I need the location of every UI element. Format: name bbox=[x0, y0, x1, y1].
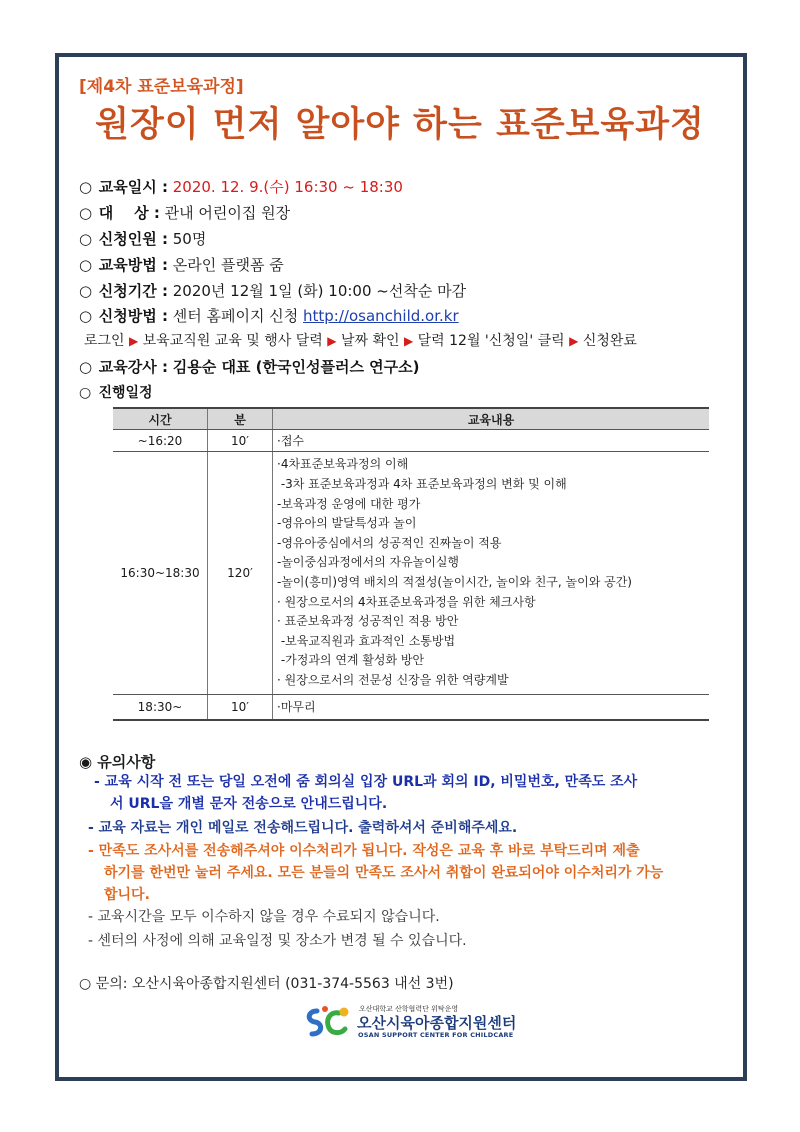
bullet-icon: ○ bbox=[79, 385, 92, 401]
method-label: 교육방법 : bbox=[98, 256, 168, 274]
info-capacity bbox=[79, 229, 206, 249]
header-content: 교육내용 bbox=[273, 408, 710, 430]
note-zoom-line2: 서 URL을 개별 문자 전송으로 안내드립니다. bbox=[110, 796, 388, 812]
info-method bbox=[79, 255, 284, 275]
bullet-icon: ○ bbox=[79, 307, 93, 325]
info-target bbox=[79, 203, 290, 223]
row-minutes: 10′ bbox=[208, 430, 273, 452]
bullet-icon: ○ bbox=[79, 282, 93, 300]
schedule-label: 진행일정 bbox=[98, 385, 153, 401]
row-content: ·접수 bbox=[273, 430, 710, 452]
bullet-icon: ○ bbox=[79, 256, 93, 274]
row-time: 18:30~ bbox=[113, 695, 208, 720]
logo-mark-icon bbox=[303, 1003, 357, 1041]
note-zoom-line1: - 교육 시작 전 또는 당일 오전에 줌 회의실 입장 URL과 회의 ID, 비밀번호, 만족도 조사 bbox=[94, 774, 638, 790]
period-label: 신청기간 : bbox=[98, 282, 168, 300]
info-period bbox=[79, 281, 466, 301]
note-completion: - 교육시간을 모두 이수하지 않을 경우 수료되지 않습니다. bbox=[88, 909, 440, 925]
arrow-right-icon: ▶ bbox=[327, 334, 337, 348]
content-line: -영유아의 발달특성과 놀이 bbox=[277, 516, 417, 531]
target-value: 관내 어린이집 원장 bbox=[164, 204, 291, 222]
note-survey-line1: - 만족도 조사서를 전송해주셔야 이수처리가 됩니다. 작성은 교육 후 바로 부탁드리며 제출 bbox=[88, 843, 640, 859]
step-date: 날짜 확인 bbox=[340, 333, 400, 349]
table-row bbox=[113, 452, 709, 695]
content-line: -3차 표준보육과정과 4차 표준보육과정의 변화 및 이해 bbox=[277, 477, 567, 492]
content-line: -가정과의 연계 활성화 방안 bbox=[277, 653, 425, 668]
date-label: 교육일시 : bbox=[98, 178, 168, 196]
arrow-right-icon: ▶ bbox=[403, 334, 414, 348]
content-line: · 원장으로서의 4차표준보육과정을 위한 체크사항 bbox=[277, 594, 536, 609]
row-minutes: 120′ bbox=[208, 452, 273, 695]
logo-tagline: 오산대학교 산학협력단 위탁운영 bbox=[359, 1005, 459, 1013]
center-logo bbox=[303, 1003, 523, 1043]
capacity-label: 신청인원 : bbox=[98, 230, 168, 248]
arrow-right-icon: ▶ bbox=[569, 334, 579, 348]
header-minutes: 분 bbox=[208, 408, 273, 430]
row-content: ·마무리 bbox=[273, 695, 710, 720]
subtitle: [제4차 표준보육과정] bbox=[79, 77, 244, 97]
table-header-row bbox=[113, 408, 709, 430]
contact-info: ○ 문의: 오산시육아종합지원센터 (031-374-5563 내선 3번) bbox=[79, 976, 454, 992]
lecturer-value: 김용순 대표 (한국인성플러스 연구소) bbox=[172, 358, 420, 376]
apply-label: 신청방법 : bbox=[98, 307, 168, 325]
content-line: ·4차표준보육과정의 이해 bbox=[277, 457, 409, 472]
info-lecturer bbox=[79, 357, 419, 377]
apply-steps bbox=[84, 331, 637, 351]
step-calendar: 보육교직원 교육 및 행사 달력 bbox=[142, 333, 323, 349]
homepage-link[interactable]: http://osanchild.or.kr bbox=[303, 307, 459, 325]
schedule-table bbox=[113, 407, 709, 721]
row-time: ~16:20 bbox=[113, 430, 208, 452]
lecturer-label: 교육강사 : bbox=[98, 358, 168, 376]
step-click: 달력 12월 '신청일' 클릭 bbox=[417, 333, 565, 349]
content-line: -영유아중심에서의 성공적인 진짜놀이 적용 bbox=[277, 535, 502, 550]
bullet-icon: ○ bbox=[79, 178, 93, 196]
step-login: 로그인 bbox=[84, 333, 125, 349]
note-change: - 센터의 사정에 의해 교육일정 및 장소가 변경 될 수 있습니다. bbox=[88, 933, 467, 949]
content-line: -놀이(흥미)영역 배치의 적절성(놀이시간, 놀이와 친구, 놀이와 공간) bbox=[277, 575, 632, 589]
content-line: -보육교직원과 효과적인 소통방법 bbox=[277, 633, 456, 648]
info-date bbox=[79, 177, 403, 197]
info-apply bbox=[79, 306, 459, 326]
period-value: 2020년 12월 1일 (화) 10:00 ~선착순 마감 bbox=[172, 282, 467, 300]
bullet-icon: ○ bbox=[79, 204, 93, 222]
row-minutes: 10′ bbox=[208, 695, 273, 720]
logo-name: 오산시육아종합지원센터 bbox=[357, 1014, 517, 1032]
row-time: 16:30~18:30 bbox=[113, 452, 208, 695]
content-line: -보육과정 운영에 대한 평가 bbox=[277, 496, 421, 511]
table-row bbox=[113, 430, 709, 452]
notes-heading: ◉ 유의사항 bbox=[79, 753, 156, 771]
content-line: · 원장으로서의 전문성 신장을 위한 역량계발 bbox=[277, 672, 509, 687]
arrow-right-icon: ▶ bbox=[129, 334, 139, 348]
capacity-value: 50명 bbox=[172, 230, 207, 248]
note-survey-line3: 합니다. bbox=[104, 887, 150, 903]
target-label: 대 상 : bbox=[98, 204, 160, 222]
date-value: 2020. 12. 9.(수) 16:30 ~ 18:30 bbox=[172, 178, 403, 196]
logo-english-name: OSAN SUPPORT CENTER FOR CHILDCARE bbox=[358, 1031, 514, 1039]
content-line: -놀이중심과정에서의 자유놀이실행 bbox=[277, 555, 460, 570]
info-schedule bbox=[79, 383, 153, 403]
apply-value: 센터 홈페이지 신청 bbox=[172, 307, 299, 325]
note-materials: - 교육 자료는 개인 메일로 전송해드립니다. 출력하셔서 준비해주세요. bbox=[88, 820, 518, 836]
step-complete: 신청완료 bbox=[582, 333, 637, 349]
note-survey-line2: 하기를 한번만 눌러 주세요. 모든 분들의 만족도 조사서 취합이 완료되어야 이수처리가 가능 bbox=[104, 865, 664, 881]
header-time: 시간 bbox=[113, 408, 208, 430]
bullet-icon: ○ bbox=[79, 230, 93, 248]
page-title: 원장이 먼저 알아야 하는 표준보육과정 bbox=[95, 105, 705, 145]
method-value: 온라인 플랫폼 줌 bbox=[172, 256, 284, 274]
bullet-icon: ○ bbox=[79, 358, 93, 376]
content-line: · 표준보육과정 성공적인 적용 방안 bbox=[277, 614, 459, 629]
table-row bbox=[113, 695, 709, 720]
row-content bbox=[273, 452, 710, 695]
